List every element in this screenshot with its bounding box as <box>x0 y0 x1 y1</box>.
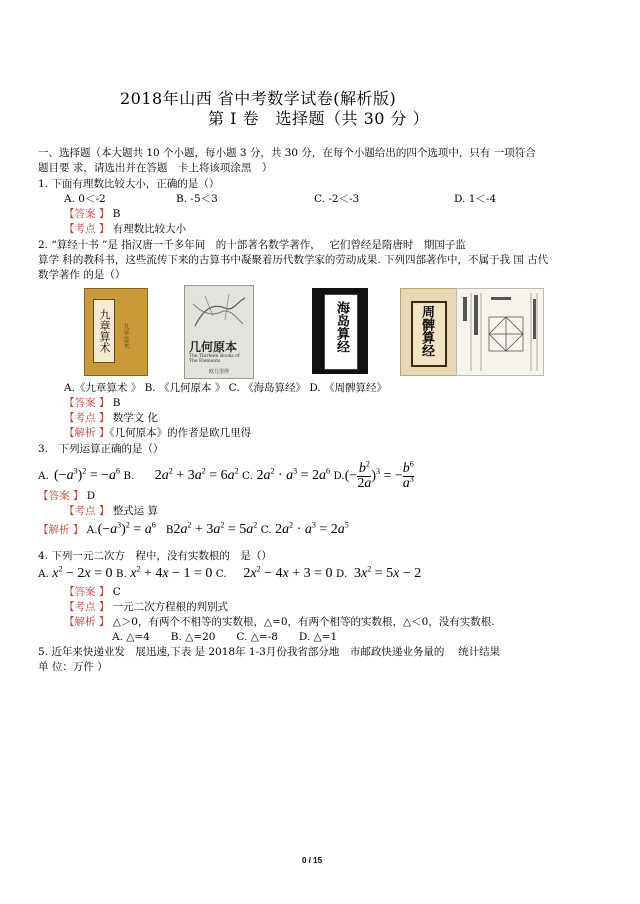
q1-point-tag: 【考点 】 <box>64 223 110 235</box>
q1-point: 有理数比较大小 <box>112 223 187 235</box>
q3-analysis-tag: 【解析 】 <box>38 524 84 536</box>
q4-deltas: A. △=4 B. △=20 C. △=-8 D. △=1 <box>112 631 338 643</box>
book-jiuzhang-image <box>84 288 148 376</box>
q2-stem-2: 算学 科的教科书，这些流传下来的古算书中凝聚着历代数学家的劳动成果. 下列四部著作中，不属于我 国 古代 <box>38 254 549 266</box>
q3-point-tag: 【考点 】 <box>64 505 110 517</box>
q2-analysis: 《几何原本》的作者是欧几里得 <box>109 427 252 439</box>
q2-stem-3: 数学著作 的是（） <box>38 269 126 281</box>
section-title: 第 I 卷 选择题（共 30 分 ） <box>208 109 430 128</box>
book-jiuzhang-title: 九章算术 <box>93 299 115 363</box>
q4-analysis: △＞0，有两个不相等的实数根，△=0，有两个相等的实数根，△＜0，没有实数根. <box>112 616 495 628</box>
q3-point: 整式运 算 <box>112 505 159 517</box>
q3-answer: D <box>86 490 96 502</box>
q2-analysis-tag: 【解析 】 <box>64 427 110 439</box>
book-euclid-en-title: The Thirteen Books of The Elements <box>189 354 240 364</box>
book-zhoubi-cover-image <box>400 288 458 376</box>
book-zhoubi-title: 周髀算经 <box>419 305 434 357</box>
book-zhoubi-page-image <box>456 288 544 376</box>
q3-analysis: 【解析 】 A. $(-a^3)^2 = a^6$ B $2a^2 + 3a^2 = 5a^2$ C. $2a^2 \cdot a^3 = 2a^5$ <box>38 520 349 537</box>
q4-point: 一元二次方程根的判别式 <box>112 601 229 613</box>
page-number: 0 / 15 <box>302 856 323 865</box>
book-haidao-title: 海岛算经 <box>334 301 349 353</box>
q1-stem: 1. 下面有理数比较大小，正确的是（） <box>38 178 220 190</box>
q4-answer: C <box>112 586 121 598</box>
q1-option-d: D. 1＜-4 <box>454 193 497 205</box>
q1-option-b: B. -5＜3 <box>176 193 218 205</box>
q2-answer-tag: 【答案 】 <box>64 397 110 409</box>
q2-options: A.《九章算术 》 B. 《几何原本 》 C. 《海岛算经》 D. 《周髀算经》 <box>64 382 388 394</box>
book-euclid-author: 欧几里得 <box>209 369 230 375</box>
book-euclid-image <box>184 285 254 379</box>
q3-stem: 3. 下列运算正确的是（） <box>38 443 164 455</box>
diagram-page-icon <box>457 289 543 375</box>
q4-options: A. $x^2 - 2x = 0$ B. $x^2 + 4x - 1 = 0$ C. $2x^2 - 4x + 3 = 0$ D. $3x^2 = 5x - 2$ <box>38 564 422 581</box>
instructions-line-1: 一、选择题（本大题共 10 个小题，每小题 3 分，共 30 分，在每个小题给出的四个选项中，只有 一项符合 <box>38 147 536 159</box>
q2-point: 数学文 化 <box>112 412 159 424</box>
q2-stem-1: 2. “算经十书 ”是 指汉唐一千多年间 的十部著名数学著作， 它们曾经是隋唐时 期国子监 <box>38 239 466 251</box>
q1-answer-tag: 【答案 】 <box>64 208 110 220</box>
q1-option-a: A. 0＜-2 <box>64 193 106 205</box>
q2-answer: B <box>112 397 121 409</box>
instructions-line-2: 题目要 求，请选出并在答题 卡上将该项涂黑 ） <box>38 162 273 174</box>
q5-stem-2: 单 位：万件 ） <box>38 661 108 673</box>
hands-drawing-icon <box>185 286 253 336</box>
q3-answer-tag: 【答案 】 <box>38 490 84 502</box>
q4-stem: 4. 下列一元二次方 程中，没有实数根的 是（） <box>38 550 272 562</box>
q3-options: A. $(-a^3)^2 = -a^6$ B. $2a^2 + 3a^2 = 6a^2$ C. $2a^2 \cdot a^3 = 2a^6$ D. (− $\frac{b^2}{2a}$ )$^3$ = − $\frac{b^6}{a^3}$ <box>38 458 414 491</box>
q5-stem-1: 5. 近年来快递业发 展迅速,下表 是 2018年 1-3月份我省部分地 市邮政快递业务量的 统计结果 <box>38 646 501 658</box>
q4-analysis-tag: 【解析 】 <box>64 616 110 628</box>
q1-answer: B <box>112 208 121 220</box>
q4-answer-tag: 【答案 】 <box>64 586 110 598</box>
q2-point-tag: 【考点 】 <box>64 412 110 424</box>
book-haidao-image <box>312 288 368 374</box>
document-title: 2018年山西 省中考数学试卷(解析版) <box>120 89 397 108</box>
q4-point-tag: 【考点 】 <box>64 601 110 613</box>
book-euclid-title: 几何原本 <box>189 340 238 354</box>
q1-option-c: C. -2＜-3 <box>314 193 360 205</box>
book-jiuzhang-subtitle: 九章·算术 <box>122 323 129 349</box>
